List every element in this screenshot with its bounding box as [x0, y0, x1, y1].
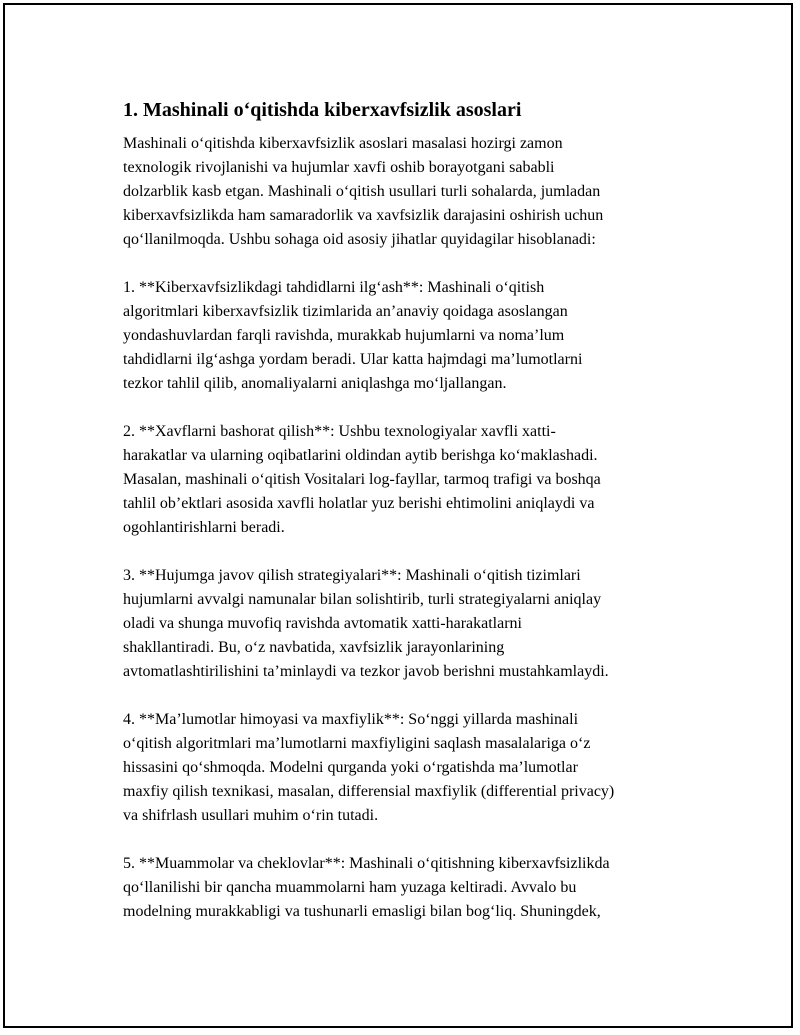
text-line: algoritmlari kiberxavfsizlik tizimlarida an’anaviy qoidaga asoslangan — [123, 303, 568, 320]
text-line: 1. **Kiberxavfsizlikdagi tahdidlarni ilg‘ash**: Mashinali o‘qitish — [123, 279, 545, 296]
text-line: shakllantiradi. Bu, o‘z navbatida, xavfsizlik jarayonlarining — [123, 639, 505, 656]
text-line: tezkor tahlil qilib, anomaliyalarni aniqlashga mo‘ljallangan. — [123, 375, 507, 392]
list-item-paragraph-1 — [123, 276, 693, 396]
list-item-paragraph-2 — [123, 420, 693, 540]
text-line: hujumlarni avvalgi namunalar bilan solishtirib, turli strategiyalarni aniqlay — [123, 591, 602, 608]
text-line: hissasini qo‘shmoqda. Modelni qurganda yoki o‘rgatishda ma’lumotlar — [123, 759, 578, 776]
text-line: va shifrlash usullari muhim o‘rin tutadi. — [123, 807, 379, 824]
text-line: Mashinali o‘qitishda kiberxavfsizlik asoslari masalasi hozirgi zamon — [123, 135, 563, 152]
text-line: kiberxavfsizlikda ham samaradorlik va xavfsizlik darajasini oshirish uchun — [123, 207, 604, 224]
document-body — [123, 98, 693, 948]
text-line: modelning murakkabligi va tushunarli emasligi bilan bog‘liq. Shuningdek, — [123, 903, 601, 920]
text-line: maxfiy qilish texnikasi, masalan, differensial maxfiylik (differential privacy) — [123, 783, 615, 800]
text-line: tahdidlarni ilg‘ashga yordam beradi. Ular katta hajmdagi ma’lumotlarni — [123, 351, 583, 368]
list-item-paragraph-5 — [123, 852, 693, 924]
text-line: o‘qitish algoritmlari ma’lumotlarni maxfiyligini saqlash masalalariga o‘z — [123, 735, 591, 752]
text-line: harakatlar va ularning oqibatlarini oldindan aytib berishga ko‘maklashadi. — [123, 447, 598, 464]
text-line: texnologik rivojlanishi va hujumlar xavfi oshib borayotgani sababli — [123, 159, 555, 176]
text-line: dolzarblik kasb etgan. Mashinali o‘qitish usullari turli sohalarda, jumladan — [123, 183, 601, 200]
page-frame — [3, 3, 793, 1028]
list-item-paragraph-3 — [123, 564, 693, 684]
intro-paragraph — [123, 132, 693, 252]
text-line: yondashuvlardan farqli ravishda, murakkab hujumlarni va noma’lum — [123, 327, 565, 344]
text-line: qo‘llanilmoqda. Ushbu sohaga oid asosiy jihatlar quyidagilar hisoblanadi: — [123, 231, 596, 248]
text-line: tahlil ob’ektlari asosida xavfli holatlar yuz berishi ehtimolini aniqlaydi va — [123, 495, 595, 512]
list-item-paragraph-4 — [123, 708, 693, 828]
section-title: 1. Mashinali o‘qitishda kiberxavfsizlik asoslari — [123, 99, 522, 121]
text-line: 5. **Muammolar va cheklovlar**: Mashinali o‘qitishning kiberxavfsizlikda — [123, 855, 610, 872]
text-line: avtomatlashtirilishini ta’minlaydi va tezkor javob berishni mustahkamlaydi. — [123, 663, 609, 680]
text-line: Masalan, mashinali o‘qitish Vositalari log-fayllar, tarmoq trafigi va boshqa — [123, 471, 601, 488]
text-line: oladi va shunga muvofiq ravishda avtomatik xatti-harakatlarni — [123, 615, 522, 632]
text-line: 4. **Ma’lumotlar himoyasi va maxfiylik**: So‘nggi yillarda mashinali — [123, 711, 579, 728]
text-line: qo‘llanilishi bir qancha muammolarni ham yuzaga keltiradi. Avvalo bu — [123, 879, 577, 896]
text-line: 2. **Xavflarni bashorat qilish**: Ushbu texnologiyalar xavfli xatti- — [123, 423, 556, 440]
text-line: ogohlantirishlarni beradi. — [123, 519, 285, 536]
text-line: 3. **Hujumga javov qilish strategiyalari**: Mashinali o‘qitish tizimlari — [123, 567, 581, 584]
